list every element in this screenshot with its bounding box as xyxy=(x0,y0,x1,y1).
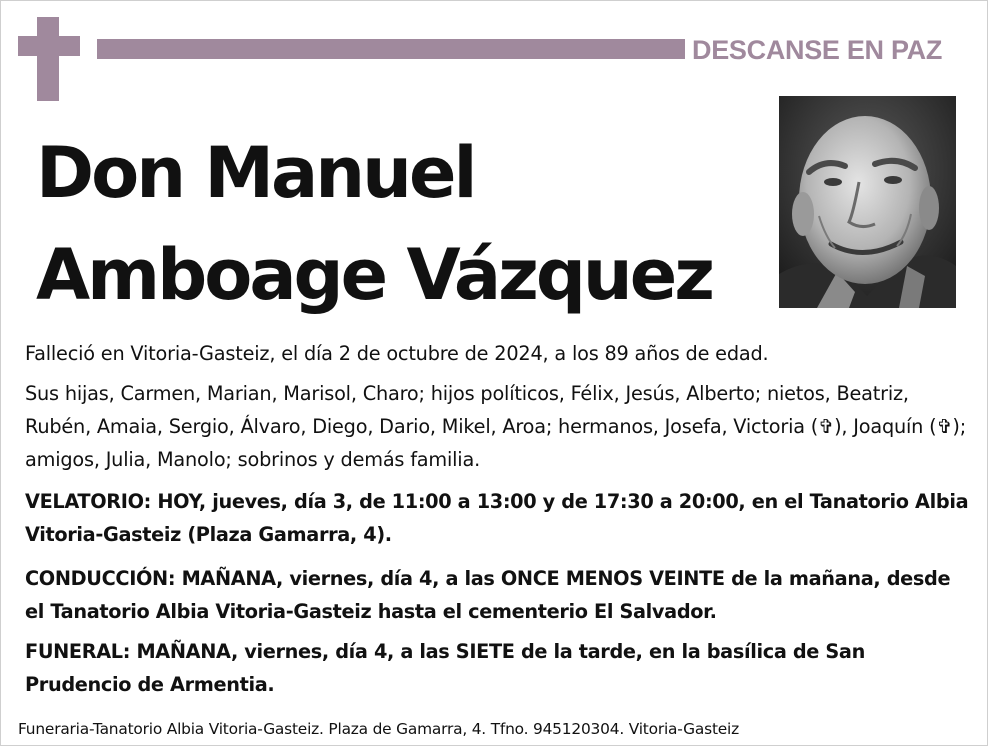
header-title: DESCANSE EN PAZ xyxy=(692,35,943,65)
funeral-info: FUNERAL: MAÑANA, viernes, día 4, a las SIETE de la tarde, en la basílica de San Prudencio de Armentia. xyxy=(25,640,865,696)
deceased-name-line1: Don Manuel xyxy=(36,132,475,214)
death-notice: Falleció en Vitoria-Gasteiz, el día 2 de octubre de 2024, a los 89 años de edad. xyxy=(25,342,769,365)
velatorio-info: VELATORIO: HOY, jueves, día 3, de 11:00 a 13:00 y de 17:30 a 20:00, en el Tanatorio Albia Vitoria-Gasteiz (Plaza Gamarra, 4). xyxy=(25,490,969,546)
funeral-home-footer: Funeraria-Tanatorio Albia Vitoria-Gasteiz. Plaza de Gamarra, 4. Tfno. 945120304. Vitoria-Gasteiz xyxy=(18,720,740,738)
cross-icon xyxy=(37,17,59,101)
deceased-name-line2: Amboage Vázquez xyxy=(36,234,712,316)
conduccion-info: CONDUCCIÓN: MAÑANA, viernes, día 4, a las ONCE MENOS VEINTE de la mañana, desde el Tanatorio Albia Vitoria-Gasteiz hasta el cementerio El Salvador. xyxy=(25,567,951,623)
deceased-photo xyxy=(779,96,956,308)
cross-icon-arm xyxy=(18,36,80,56)
header-bar xyxy=(97,39,685,59)
family-list: Sus hijas, Carmen, Marian, Marisol, Charo; hijos políticos, Félix, Jesús, Alberto; nietos, Beatriz, Rubén, Amaia, Sergio, Álvaro, Diego, Dario, Mikel, Aroa; hermanos, Josefa, Victoria (✞), Joaquín (✞); amigos, Julia, Manolo; sobrinos y demás familia. xyxy=(25,382,967,471)
